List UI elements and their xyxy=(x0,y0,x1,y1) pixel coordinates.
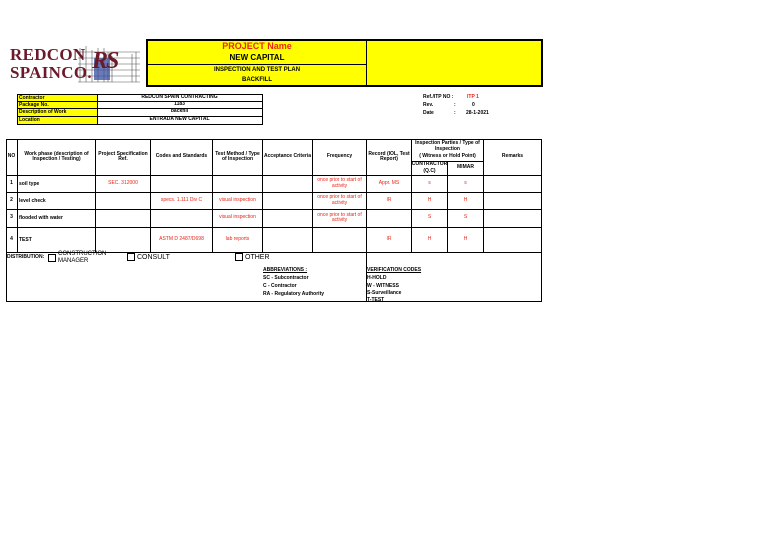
project-name: PROJECT Name xyxy=(222,40,292,51)
table-row-1-method xyxy=(213,175,262,192)
col-header-acceptance: Acceptance Criteria xyxy=(264,153,311,160)
table-row-3-work: flooded with water xyxy=(19,215,63,221)
table-row-1-record: Appr. MS xyxy=(378,179,400,186)
table-row-2-work: level check xyxy=(19,198,46,204)
table-row-1-codes xyxy=(151,175,212,192)
abbreviation-item: C - Contractor xyxy=(263,283,297,289)
project-subtitle: NEW CAPITAL xyxy=(229,53,285,63)
col-header-parties: Inspection Parties / Type of Inspection xyxy=(415,140,480,152)
table-row-3-method: visual inspection xyxy=(219,214,256,221)
distribution-option-other[interactable] xyxy=(235,253,270,261)
date-label: Date xyxy=(423,110,434,116)
verification-code-item: W - WITNESS xyxy=(367,283,399,289)
plan-subtitle: BACKFILL xyxy=(242,76,272,83)
table-row-4-acceptance xyxy=(263,227,312,252)
ref-label: Ref./ITP NO : xyxy=(423,94,454,100)
col-header-no: NO xyxy=(7,153,16,160)
table-row-1-spec: SEC. 312000 xyxy=(108,179,138,186)
table-row-1-mimar: s xyxy=(464,179,467,186)
other-label: OTHER xyxy=(245,253,270,261)
header-right-block xyxy=(367,40,542,86)
table-row-2-codes: specs. 1.111 Div C xyxy=(160,196,203,203)
table-row-2-no: 2 xyxy=(10,196,13,203)
col-header-remarks: Remarks xyxy=(501,153,524,160)
col-header-frequency: Frequency xyxy=(326,153,353,160)
table-row-4-spec xyxy=(96,227,150,252)
table-row-3-acceptance xyxy=(263,209,312,227)
table-row-1-no: 1 xyxy=(10,179,13,186)
rev-value: 0 xyxy=(472,102,475,108)
other-checkbox[interactable] xyxy=(235,253,243,261)
table-row-3-codes xyxy=(151,209,212,227)
consult-checkbox[interactable] xyxy=(127,253,135,261)
description-label: Description of Work xyxy=(19,109,67,115)
plan-title: INSPECTION AND TEST PLAN xyxy=(213,66,301,73)
distribution-option-construction-manager[interactable] xyxy=(48,251,116,265)
col-header-record: Record (IOL, Test Report) xyxy=(368,150,410,162)
logo-text-line1: REDCON xyxy=(10,45,86,64)
col-header-contractor: CONTRACTOR xyxy=(411,160,448,167)
distribution-option-consult[interactable] xyxy=(127,253,170,261)
table-row-2-contractor: H xyxy=(427,196,432,203)
table-row-3-no: 3 xyxy=(10,214,13,221)
verification-code-item: S-Surveillance xyxy=(367,290,402,296)
verification-code-item: T-TEST xyxy=(367,297,385,303)
abbreviation-item: SC - Subcontractor xyxy=(263,275,309,281)
table-row-2-mimar: H xyxy=(463,196,468,203)
table-row-4-codes: ASTM D 2487/D698 xyxy=(159,235,204,242)
table-row-4-no: 4 xyxy=(10,235,13,242)
table-row-4-method: lab reports xyxy=(225,235,250,242)
construction-manager-label: CONSTRUCTION MANAGER xyxy=(58,251,107,264)
table-row-2-method: visual inspection xyxy=(219,196,256,203)
table-row-4-contractor: H xyxy=(427,235,432,242)
contractor-label: Contractor xyxy=(19,95,45,101)
contractor-value: REDCON SPAIN CONTRACTING xyxy=(141,93,218,100)
col-header-test-method: Test Method / Type of Inspection xyxy=(215,150,260,162)
col-header-spec-ref: Project Specification Ref. xyxy=(98,150,148,162)
table-row-4-record: IR xyxy=(386,235,392,242)
rev-colon: : xyxy=(454,102,456,108)
logo-text-line2: SPAINCO. xyxy=(10,63,92,82)
table-row-2-frequency: once prior to start of activity xyxy=(317,194,362,206)
table-row-3-frequency: once prior to start of activity xyxy=(317,211,362,223)
distribution-label: DISTRIBUTION: xyxy=(7,254,45,260)
table-row-4-work: TEST xyxy=(19,237,32,243)
table-row-2-record: IR xyxy=(386,196,392,203)
date-colon: : xyxy=(454,110,456,116)
construction-manager-checkbox[interactable] xyxy=(48,254,56,262)
table-row-1-acceptance xyxy=(263,175,312,192)
verification-codes-title: VERIFICATION CODES xyxy=(367,267,422,273)
abbreviation-item: RA - Regulatory Authority xyxy=(263,291,325,297)
table-row-3-mimar: S xyxy=(463,214,468,221)
col-header-codes: Codes and Standards xyxy=(155,153,208,160)
col-header-mimar: MIMAR xyxy=(457,164,474,171)
location-label: Location xyxy=(19,117,40,123)
table-row-3-record xyxy=(367,209,411,227)
ref-value: ITP 1 xyxy=(467,94,479,100)
col-header-witness: ( Witness or Hold Point) xyxy=(419,153,476,160)
table-row-1-contractor: s xyxy=(428,179,431,186)
logo-mark: RS xyxy=(92,48,118,74)
col-header-qc: (Q.C) xyxy=(423,167,436,174)
table-row-2-spec xyxy=(96,192,150,209)
table-row-3-contractor: S xyxy=(427,214,432,221)
table-row-1-work: soil type xyxy=(19,181,40,187)
package-value: 1183 xyxy=(174,100,185,107)
rev-label: Rev. xyxy=(423,102,434,108)
col-header-work-phase: Work phase (description of Inspection / Testing) xyxy=(24,150,89,162)
table-row-3-spec xyxy=(96,209,150,227)
table-row-2-acceptance xyxy=(263,192,312,209)
package-label: Package No. xyxy=(19,102,49,108)
table-row-4-frequency xyxy=(313,227,366,252)
table-row-4-mimar: H xyxy=(463,235,468,242)
date-value: 28-1-2021 xyxy=(466,110,489,116)
abbreviations-title: ABBREVIATIONS : xyxy=(263,267,308,273)
description-value: backfill xyxy=(170,108,189,115)
verification-code-item: H-HOLD xyxy=(367,275,387,281)
location-value: ENTRADA NEW CAPITAL xyxy=(149,116,210,123)
table-row-1-frequency: once prior to start of activity xyxy=(317,177,362,189)
consult-label: CONSULT xyxy=(137,253,170,261)
